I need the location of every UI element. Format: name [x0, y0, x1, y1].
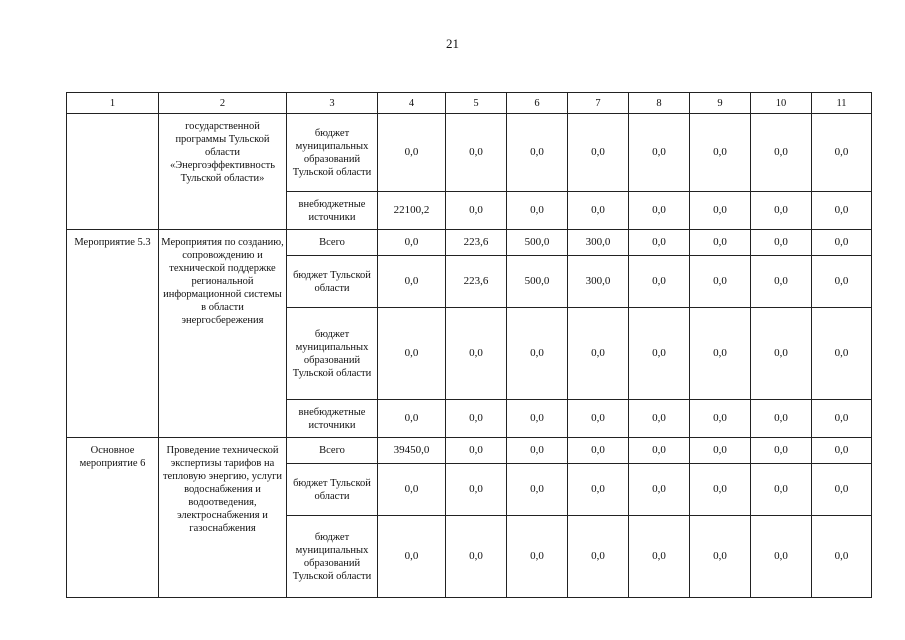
- value-cell: 0,0: [378, 400, 446, 438]
- value-cell: 0,0: [446, 464, 507, 516]
- page-number: 21: [446, 36, 459, 51]
- value-cell: 0,0: [378, 114, 446, 192]
- funding-source-cell: бюджет Тульской области: [287, 256, 378, 308]
- header-cell: 3: [287, 93, 378, 114]
- value-cell: 0,0: [629, 400, 690, 438]
- value-cell: 0,0: [690, 464, 751, 516]
- funding-source-cell: бюджет муниципальных образований Тульской области: [287, 114, 378, 192]
- funding-source-cell: внебюджетные источники: [287, 192, 378, 230]
- activity-cell: [67, 114, 159, 230]
- value-cell: 0,0: [568, 114, 629, 192]
- funding-source-cell: внебюджетные источники: [287, 400, 378, 438]
- value-cell: 0,0: [507, 438, 568, 464]
- value-cell: 0,0: [751, 192, 812, 230]
- value-cell: 0,0: [446, 438, 507, 464]
- header-cell: 10: [751, 93, 812, 114]
- value-cell: 0,0: [751, 438, 812, 464]
- value-cell: 0,0: [812, 438, 872, 464]
- value-cell: 0,0: [629, 114, 690, 192]
- value-cell: 0,0: [378, 464, 446, 516]
- funding-source-cell: Всего: [287, 230, 378, 256]
- value-cell: 0,0: [629, 464, 690, 516]
- funding-source-cell: бюджет муниципальных образований Тульской области: [287, 308, 378, 400]
- value-cell: 0,0: [629, 308, 690, 400]
- table-body: [67, 93, 872, 598]
- value-cell: 0,0: [378, 308, 446, 400]
- description-cell: Проведение технической экспертизы тарифов на тепловую энергию, услуги водоснабжения и водоотведения, электроснабжения и газоснабжения: [159, 438, 287, 598]
- value-cell: 0,0: [690, 516, 751, 598]
- value-cell: 500,0: [507, 256, 568, 308]
- value-cell: 0,0: [446, 516, 507, 598]
- value-cell: 0,0: [812, 464, 872, 516]
- value-cell: 0,0: [690, 400, 751, 438]
- value-cell: 0,0: [690, 114, 751, 192]
- value-cell: 0,0: [751, 114, 812, 192]
- value-cell: 0,0: [690, 256, 751, 308]
- table-row: [67, 230, 872, 256]
- value-cell: 0,0: [507, 308, 568, 400]
- header-cell: 5: [446, 93, 507, 114]
- value-cell: 0,0: [507, 516, 568, 598]
- value-cell: 0,0: [751, 516, 812, 598]
- value-cell: 0,0: [378, 230, 446, 256]
- value-cell: 22100,2: [378, 192, 446, 230]
- value-cell: 0,0: [812, 192, 872, 230]
- value-cell: 0,0: [568, 438, 629, 464]
- value-cell: 0,0: [751, 400, 812, 438]
- value-cell: 0,0: [568, 464, 629, 516]
- value-cell: 0,0: [507, 114, 568, 192]
- value-cell: 0,0: [690, 192, 751, 230]
- value-cell: 0,0: [812, 114, 872, 192]
- value-cell: 0,0: [446, 308, 507, 400]
- activity-cell: Основное мероприятие 6: [67, 438, 159, 598]
- value-cell: 300,0: [568, 256, 629, 308]
- value-cell: 0,0: [446, 192, 507, 230]
- description-cell: государственной программы Тульской области «Энергоэффективность Тульской области»: [159, 114, 287, 230]
- header-cell: 9: [690, 93, 751, 114]
- value-cell: 0,0: [751, 230, 812, 256]
- header-row: [67, 93, 872, 114]
- value-cell: 0,0: [568, 308, 629, 400]
- value-cell: 0,0: [568, 192, 629, 230]
- value-cell: 0,0: [568, 516, 629, 598]
- value-cell: 0,0: [751, 308, 812, 400]
- activity-cell: Мероприятие 5.3: [67, 230, 159, 438]
- table-row: [67, 438, 872, 464]
- value-cell: 500,0: [507, 230, 568, 256]
- description-cell: Мероприятия по созданию, сопровождению и технической поддержке региональной информационной системы в области энергосбережения: [159, 230, 287, 438]
- header-cell: 7: [568, 93, 629, 114]
- value-cell: 223,6: [446, 256, 507, 308]
- value-cell: 0,0: [812, 516, 872, 598]
- value-cell: 0,0: [629, 438, 690, 464]
- header-cell: 8: [629, 93, 690, 114]
- value-cell: 0,0: [378, 256, 446, 308]
- value-cell: 0,0: [378, 516, 446, 598]
- value-cell: 0,0: [507, 192, 568, 230]
- value-cell: 39450,0: [378, 438, 446, 464]
- value-cell: 0,0: [690, 438, 751, 464]
- value-cell: 0,0: [446, 114, 507, 192]
- value-cell: 0,0: [690, 308, 751, 400]
- value-cell: 223,6: [446, 230, 507, 256]
- value-cell: 0,0: [751, 256, 812, 308]
- funding-source-cell: бюджет муниципальных образований Тульской области: [287, 516, 378, 598]
- value-cell: 0,0: [812, 400, 872, 438]
- value-cell: 300,0: [568, 230, 629, 256]
- funding-source-cell: бюджет Тульской области: [287, 464, 378, 516]
- value-cell: 0,0: [446, 400, 507, 438]
- value-cell: 0,0: [629, 516, 690, 598]
- funding-source-cell: Всего: [287, 438, 378, 464]
- value-cell: 0,0: [812, 308, 872, 400]
- header-cell: 6: [507, 93, 568, 114]
- header-cell: 11: [812, 93, 872, 114]
- value-cell: 0,0: [507, 464, 568, 516]
- value-cell: 0,0: [751, 464, 812, 516]
- value-cell: 0,0: [568, 400, 629, 438]
- value-cell: 0,0: [812, 230, 872, 256]
- value-cell: 0,0: [629, 192, 690, 230]
- value-cell: 0,0: [812, 256, 872, 308]
- value-cell: 0,0: [629, 230, 690, 256]
- value-cell: 0,0: [507, 400, 568, 438]
- header-cell: 4: [378, 93, 446, 114]
- header-cell: 2: [159, 93, 287, 114]
- value-cell: 0,0: [629, 256, 690, 308]
- table-row: [67, 114, 872, 192]
- header-cell: 1: [67, 93, 159, 114]
- value-cell: 0,0: [690, 230, 751, 256]
- funding-table: [66, 92, 872, 598]
